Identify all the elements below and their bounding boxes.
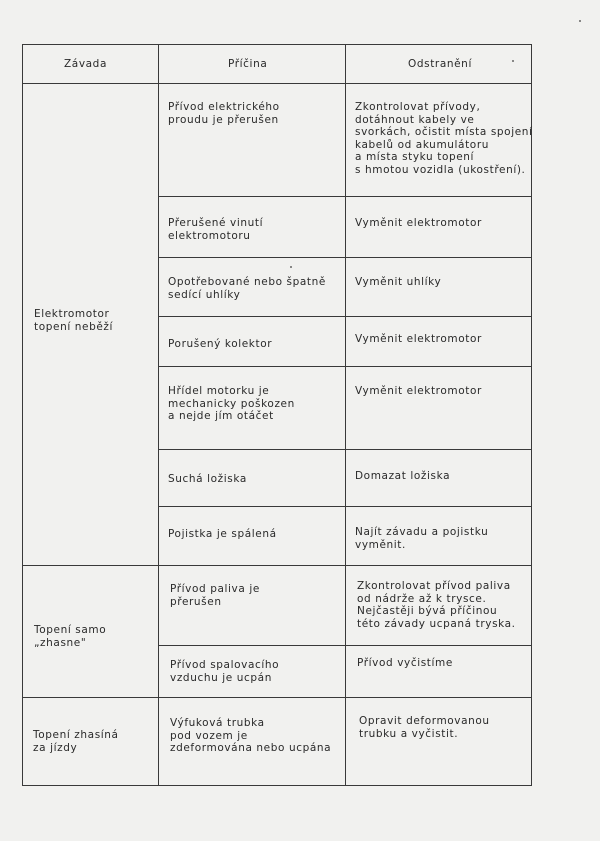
remedy-cell: Domazat ložiska (355, 470, 451, 482)
table-left-border (22, 44, 23, 786)
cause-cell: Přívod paliva je přerušen (170, 583, 260, 608)
group-divider (22, 697, 532, 698)
remedy-cell: Opravit deformovanou trubku a vyčistit. (359, 715, 490, 740)
scan-speck (579, 20, 581, 22)
cause-cell: Přívod elektrického proudu je přerušen (168, 101, 280, 126)
header-odstraneni: Odstranění (408, 58, 472, 70)
remedy-cell: Vyměnit elektromotor (355, 333, 482, 345)
remedy-cell: Najít závadu a pojistku vyměnit. (355, 526, 489, 551)
column-divider-1 (158, 44, 159, 786)
fault-label: Topení samo „zhasne" (34, 624, 107, 649)
header-pricina: Příčina (228, 58, 268, 70)
cause-cell: Porušený kolektor (168, 338, 273, 350)
remedy-cell: Vyměnit uhlíky (355, 276, 442, 288)
row-divider (158, 257, 532, 258)
header-zavada: Závada (64, 58, 107, 70)
row-divider (158, 366, 532, 367)
table-top-border (22, 44, 532, 45)
row-divider (158, 316, 532, 317)
scan-speck (512, 60, 514, 62)
column-divider-2 (345, 44, 346, 786)
cause-cell: Pojistka je spálená (168, 528, 277, 540)
remedy-cell: Přívod vyčistíme (357, 657, 453, 669)
row-divider (158, 449, 532, 450)
remedy-cell: Vyměnit elektromotor (355, 385, 482, 397)
cause-cell: Výfuková trubka pod vozem je zdeformována nebo ucpána (170, 717, 332, 754)
row-divider (158, 196, 532, 197)
remedy-cell: Vyměnit elektromotor (355, 217, 482, 229)
cause-cell: Hřídel motorku je mechanicky poškozen a nejde jím otáčet (168, 385, 295, 422)
scan-speck (290, 266, 292, 268)
remedy-cell: Zkontrolovat přívody, dotáhnout kabely ve svorkách, očistit místa spojení kabelů od akumulátoru a místa styku topení s hmotou vozidla (ukostření). (355, 101, 533, 176)
row-divider (158, 506, 532, 507)
fault-label: Elektromotor topení neběží (34, 308, 114, 333)
table-bottom-border (22, 785, 532, 786)
cause-cell: Přívod spalovacího vzduchu je ucpán (170, 659, 280, 684)
fault-label: Topení zhasíná za jízdy (33, 729, 119, 754)
row-divider (158, 645, 532, 646)
header-bottom-border (22, 83, 532, 84)
group-divider (22, 565, 532, 566)
cause-cell: Opotřebované nebo špatně sedící uhlíky (168, 276, 326, 301)
cause-cell: Suchá ložiska (168, 473, 247, 485)
remedy-cell: Zkontrolovat přívod paliva od nádrže až k trysce. Nejčastěji bývá příčinou této závady ucpaná tryska. (357, 580, 516, 630)
cause-cell: Přerušené vinutí elektromotoru (168, 217, 264, 242)
